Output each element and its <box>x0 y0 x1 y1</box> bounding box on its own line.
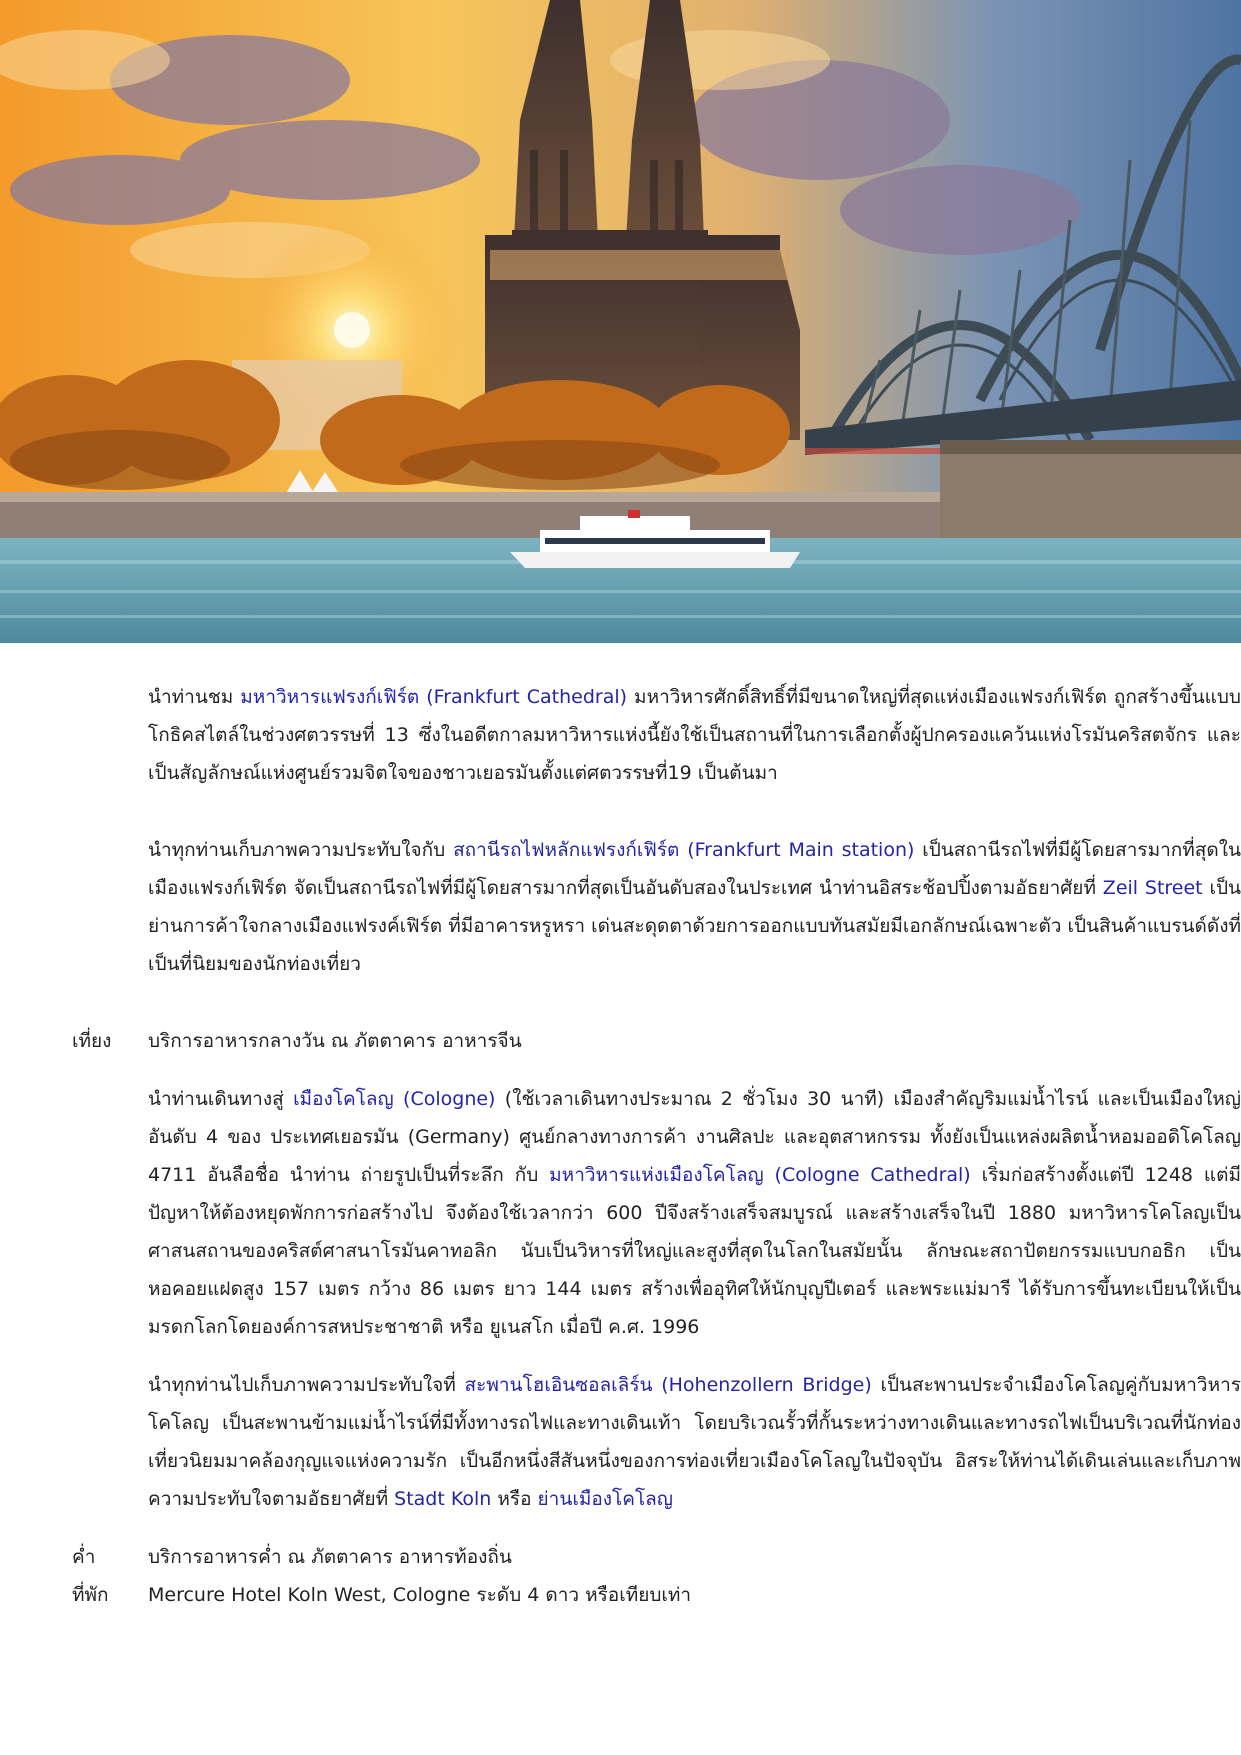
stadt-koln-highlight: Stadt Koln <box>394 1488 492 1510</box>
hero-illustration <box>0 0 1241 643</box>
frankfurt-station-paragraph <box>148 831 1241 983</box>
cologne-district-highlight: ย่านเมืองโคโลญ <box>537 1488 673 1510</box>
hohenzollern-paragraph <box>148 1366 1241 1518</box>
cologne-paragraph <box>148 1080 1241 1346</box>
dinner-text: บริการอาหารค่ำ ณ ภัตตาคาร อาหารท้องถิ่น <box>148 1546 512 1568</box>
p4-intro: นำทุกท่านไปเก็บภาพความประทับใจที่ <box>148 1374 465 1396</box>
cologne-highlight: เมืองโคโลญ (Cologne) <box>293 1088 496 1110</box>
hotel-text: Mercure Hotel Koln West, Cologne ระดับ 4 ดาว หรือเทียบเท่า <box>148 1584 692 1606</box>
lunch-label: เที่ยง <box>72 1030 112 1052</box>
zeil-street-highlight: Zeil Street <box>1102 877 1203 899</box>
frankfurt-cathedral-paragraph <box>148 678 1241 792</box>
dinner-row <box>72 1538 1172 1576</box>
p1-rest: มหาวิหารศักดิ์สิทธิ์ที่มีขนาดใหญ่ที่สุดแห่งเมืองแฟรงก์เฟิร์ต ถูกสร้างขึ้นแบบโกธิคสไตล์ในช่วงศตวรรษที่ 13 ซึ่งในอดีตกาลมหาวิหารแห่งนี้ยังใช้เป็นสถานที่ในการเลือกตั้งผู้ปกครองแคว้นแห่งโรมันคริสตจักร และเป็นสัญลักษณ์แห่งศูนย์รวมจิตใจของชาวเยอรมันตั้งแต่ศตวรรษที่19 เป็นต้นมา <box>148 686 1241 784</box>
hotel-label: ที่พัก <box>72 1584 109 1606</box>
cologne-cathedral-highlight: มหาวิหารแห่งเมืองโคโลญ (Cologne Cathedral) <box>549 1164 971 1186</box>
dinner-label: ค่ำ <box>72 1546 96 1568</box>
p3-rest: เริ่มก่อสร้างตั้งแต่ปี 1248 แต่มีปัญหาให้ต้องหยุดพักการก่อสร้างไป จึงต้องใช้เวลากว่า 600 ปีจึงสร้างเสร็จสมบูรณ์ และสร้างเสร็จในปี 1880 มหาวิหารโคโลญเป็นศาสนสถานของคริสต์ศาสนาโรมันคาทอลิก นับเป็นวิหารที่ใหญ่และสูงที่สุดในโลกในสมัยนั้น ลักษณะสถาปัตยกรรมแบบกอธิก เป็นหอคอยแฝดสูง 157 เมตร กว้าง 86 เมตร ยาว 144 เมตร สร้างเพื่ออุทิศให้นักบุญปีเตอร์ และพระแม่มารี ได้รับการขึ้นทะเบียนให้เป็นมรดกโลกโดยองค์การสหประชาชาติ หรือ ยูเนสโก เมื่อปี ค.ศ. 1996 <box>148 1164 1241 1338</box>
p2-rest: เป็นย่านการค้าใจกลางเมืองแฟรงค์เฟิร์ต ที่มีอาคารหรูหรา เด่นสะดุดตาด้วยการออกแบบทันสมัยมีเอกลักษณ์เฉพาะตัว เป็นสินค้าแบรนด์ดังที่เป็นที่นิยมของนักท่องเที่ยว <box>148 877 1241 975</box>
p1-intro: นำท่านชม <box>148 686 241 708</box>
p3-intro: นำท่านเดินทางสู่ <box>148 1088 294 1110</box>
p2-mid: เป็นสถานีรถไฟที่มีผู้โดยสารมากที่สุดในเมืองแฟรงก์เฟิร์ต จัดเป็นสถานีรถไฟที่มีผู้โดยสารมากที่สุดเป็นอันดับสองในประเทศ นำท่านอิสระช้อปปิ้งตามอัธยาศัยที่ <box>148 839 1241 899</box>
p2-intro: นำทุกท่านเก็บภาพความประทับใจกับ <box>148 839 454 861</box>
p3-mid: (ใช้เวลาเดินทางประมาณ 2 ชั่วโมง 30 นาที) เมืองสำคัญริมแม่น้ำไรน์ และเป็นเมืองใหญ่อันดับ 4 ของ ประเทศเยอรมัน (Germany) ศูนย์กลางทางการค้า งานศิลปะ และอุตสาหกรรม ทั้งยังเป็นแหล่งผลิตน้ำหอมออดิโคโลญ 4711 อันลือชื่อ นำท่าน ถ่ายรูปเป็นที่ระลึก กับ <box>148 1088 1241 1186</box>
p4-mid: เป็นสะพานประจำเมืองโคโลญคู่กับมหาวิหารโคโลญ เป็นสะพานข้ามแม่น้ำไรน์ที่มีทั้งทางรถไฟและทางเดินเท้า โดยบริเวณรั้วที่กั้นระหว่างทางเดินและทางรถไฟเป็นบริเวณที่นักท่องเที่ยวนิยมมาคล้องกุญแจแห่งความรัก เป็นอีกหนึ่งสีสันหนึ่งของการท่องเที่ยวเมืองโคโลญในปัจจุบัน อิสระให้ท่านได้เดินเล่นและเก็บภาพความประทับใจตามอัธยาศัยที่ <box>148 1374 1241 1510</box>
p4-mid2: หรือ <box>491 1488 538 1510</box>
hotel-row <box>72 1576 1172 1614</box>
frankfurt-station-highlight: สถานีรถไฟหลักแฟรงก์เฟิร์ต (Frankfurt Main station) <box>453 839 915 861</box>
lunch-text: บริการอาหารกลางวัน ณ ภัตตาคาร อาหารจีน <box>148 1030 522 1052</box>
itinerary-content <box>72 678 1241 1614</box>
cologne-cathedral-photo <box>0 0 1241 643</box>
frankfurt-cathedral-highlight: มหาวิหารแฟรงก์เฟิร์ต (Frankfurt Cathedral) <box>240 686 628 708</box>
hohenzollern-bridge-highlight: สะพานโฮเอินซอลเลิร์น (Hohenzollern Bridge) <box>464 1374 872 1396</box>
lunch-row <box>72 1022 1172 1060</box>
